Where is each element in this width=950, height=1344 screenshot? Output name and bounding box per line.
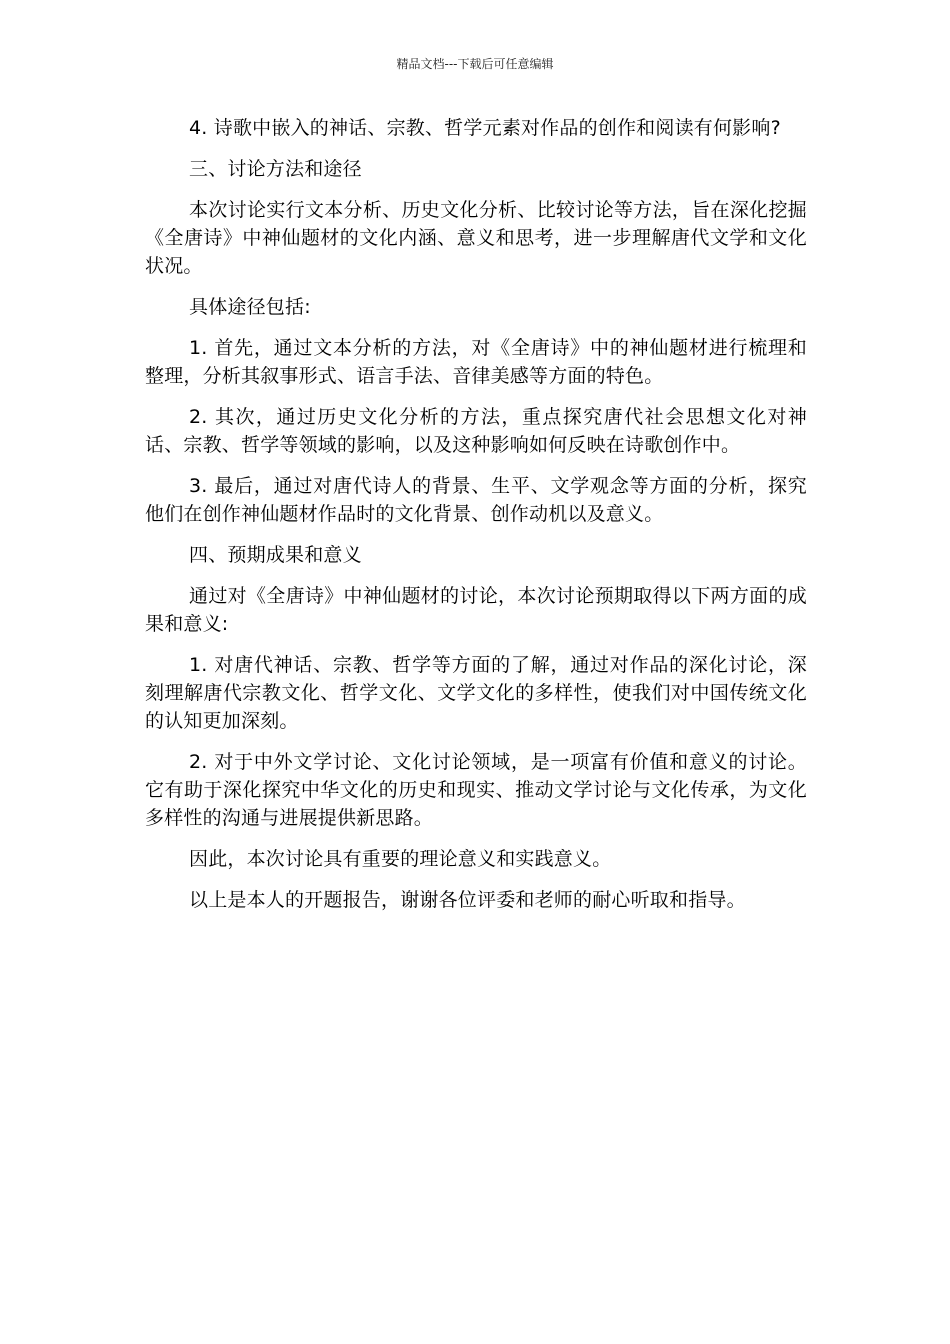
closing-paragraph: 以上是本人的开题报告，谢谢各位评委和老师的耐心听取和指导。 <box>189 889 746 911</box>
approach-intro: 具体途径包括: <box>189 296 311 318</box>
approach-item-1: 1. 首先，通过文本分析的方法，对《全唐诗》中的神仙题材进行梳理和整理，分析其叙事形式、语言手法、音律美感等方面的特色。 <box>145 337 807 387</box>
approach-item-2: 2. 其次，通过历史文化分析的方法，重点探究唐代社会思想文化对神话、宗教、哲学等领域的影响，以及这种影响如何反映在诗歌创作中。 <box>145 406 807 456</box>
approach-item-3: 3. 最后，通过对唐代诗人的背景、生平、文学观念等方面的分析，探究他们在创作神仙题材作品时的文化背景、创作动机以及意义。 <box>145 475 807 525</box>
outcome-item-1: 1. 对唐代神话、宗教、哲学等方面的了解，通过对作品的深化讨论，深刻理解唐代宗教文化、哲学文化、文学文化的多样性，使我们对中国传统文化的认知更加深刻。 <box>145 654 807 732</box>
outcomes-intro: 通过对《全唐诗》中神仙题材的讨论，本次讨论预期取得以下两方面的成果和意义: <box>145 585 807 635</box>
document-body <box>145 114 807 927</box>
section-4-heading: 四、预期成果和意义 <box>189 544 362 566</box>
section-3-heading: 三、讨论方法和途径 <box>189 158 362 180</box>
conclusion-paragraph: 因此，本次讨论具有重要的理论意义和实践意义。 <box>189 848 612 870</box>
methods-paragraph: 本次讨论实行文本分析、历史文化分析、比较讨论等方法，旨在深化挖掘《全唐诗》中神仙题材的文化内涵、意义和思考，进一步理解唐代文学和文化状况。 <box>145 199 807 277</box>
outcome-item-2: 2. 对于中外文学讨论、文化讨论领域，是一项富有价值和意义的讨论。它有助于深化探究中华文化的历史和现实、推动文学讨论与文化传承，为文化多样性的沟通与进展提供新思路。 <box>145 751 807 829</box>
page-header: 精品文档---下载后可任意编辑 <box>396 57 554 71</box>
question-4-paragraph: 4. 诗歌中嵌入的神话、宗教、哲学元素对作品的创作和阅读有何影响? <box>189 117 781 139</box>
